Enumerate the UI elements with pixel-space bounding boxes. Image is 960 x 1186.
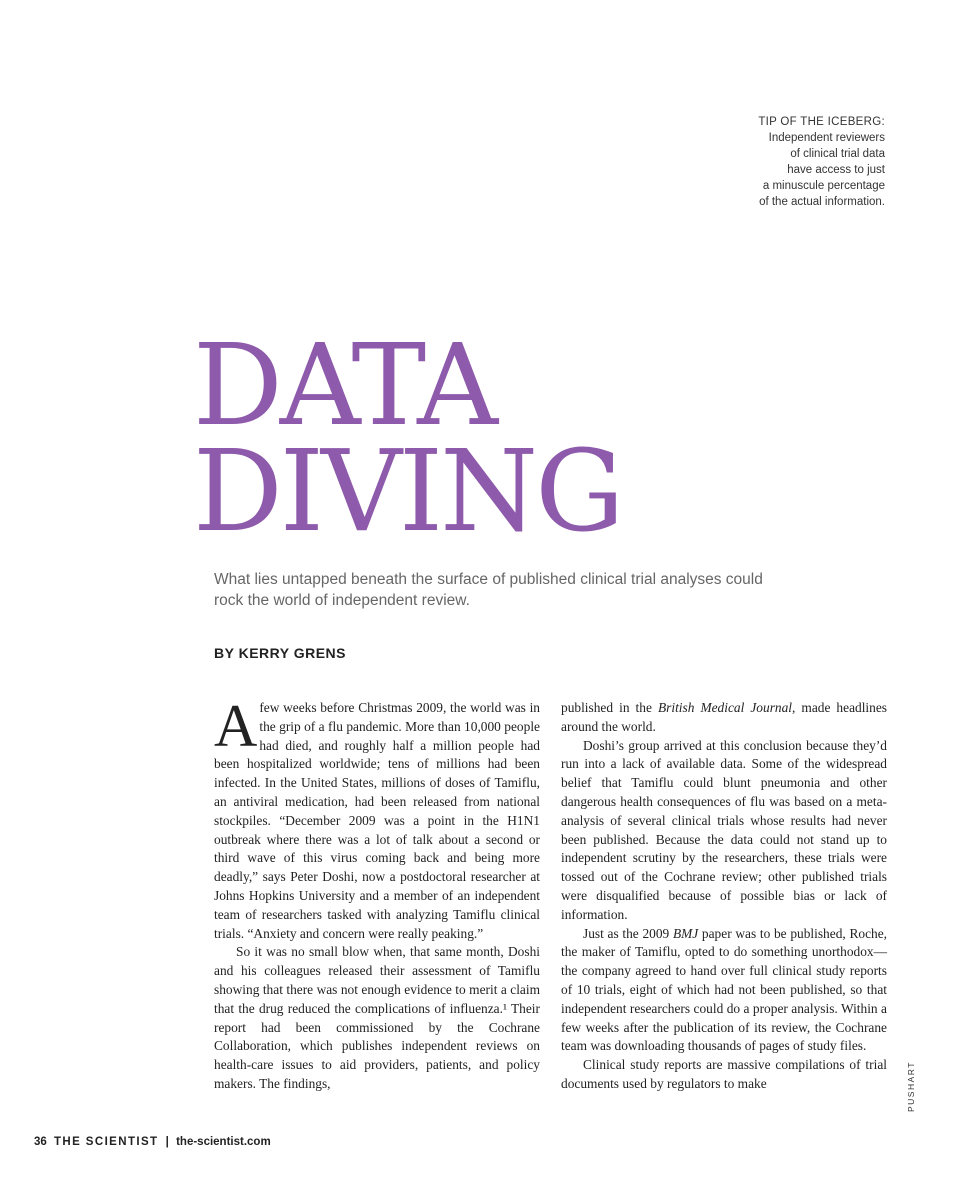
paragraph: So it was no small blow when, that same month, Doshi and his colleagues released their assessment of Tamiflu showing that there was not enough evidence to merit a claim that the drug reduced the complications of influenza.¹ Their report had been commissioned by the Cochrane Collaboration, which publishes independent reviews on health-care issues to aid providers, patients, and policy makers. The findings, (214, 944, 540, 1091)
paragraph: Clinical study reports are massive compilations of trial documents used by regulators to make (561, 1057, 887, 1091)
caption-line: Independent reviewers (768, 132, 885, 144)
caption-line: a minuscule percentage (762, 180, 885, 192)
caption-heading: TIP OF THE ICEBERG: (758, 116, 885, 128)
paragraph-text: published in the (561, 700, 658, 715)
journal-name: BMJ (672, 925, 699, 941)
caption-line: of the actual information. (759, 196, 885, 208)
title-line-1: DATA (193, 321, 496, 451)
paragraph (561, 925, 887, 1057)
paragraph (561, 699, 887, 737)
paragraph-text: Just as the 2009 (583, 925, 673, 941)
article-column-right (561, 699, 887, 1094)
article-deck: What lies untapped beneath the surface of published clinical trial analyses could rock the world of independent review. (214, 571, 763, 609)
title-line-2: DIVING (193, 427, 622, 557)
paragraph-text: paper was to be published, Roche, the maker of Tamiflu, opted to do something unorthodox—the company agreed to hand over full clinical study reports of 10 trials, eight of which had not been published, so that independent researchers could do a proper analysis. Within a few weeks after the publication of its review, the Cochrane team was downloading thousands of pages of study files. (561, 925, 887, 1054)
paragraph: Doshi’s group arrived at this conclusion because they’d run into a lack of available data. Some of the widespread belief that Tamiflu could blunt pneumonia and other dangerous health consequences of flu was based on a meta-analysis of several clinical trials whose results had never been published. Because the data could not stand up to independent scrutiny by the researchers, these trials were tossed out of the Cochrane review; other published trials were disqualified because of possible bias or lack of information. (561, 737, 887, 922)
paragraph-text: , made headlines around the world. (561, 700, 887, 734)
byline: BY KERRY GRENS (214, 645, 346, 661)
footer-separator: | (165, 1136, 169, 1148)
photo-credit: PUSHART (906, 1061, 916, 1112)
drop-cap: A (214, 693, 258, 759)
magazine-url: the-scientist.com (176, 1136, 271, 1148)
journal-name: British Medical Journal (657, 700, 793, 715)
article-column-left (214, 693, 540, 1094)
article-title (193, 321, 622, 557)
caption-line: of clinical trial data (790, 148, 885, 160)
page-footer (34, 1136, 271, 1148)
photo-caption (625, 114, 885, 210)
page-number: 36 (34, 1136, 47, 1148)
paragraph-text: few weeks before Christmas 2009, the world was in the grip of a flu pandemic. More than 10,000 people had died, and roughly half a million people had been hospitalized worldwide; tens of millions had been infected. In the United States, millions of doses of Tamiflu, an antiviral medication, had been released from national stockpiles. “December 2009 was a point in the H1N1 outbreak where there was a lot of talk about a second or third wave of this virus coming back and being more deadly,” says Peter Doshi, now a postdoctoral researcher at Johns Hopkins University and a member of an independent team of researchers tasked with analyzing Tamiflu clinical trials. “Anxiety and concern were really peaking.” (214, 700, 540, 941)
paragraph (214, 693, 540, 943)
magazine-name: THE SCIENTIST (54, 1136, 159, 1148)
caption-line: have access to just (787, 164, 885, 176)
